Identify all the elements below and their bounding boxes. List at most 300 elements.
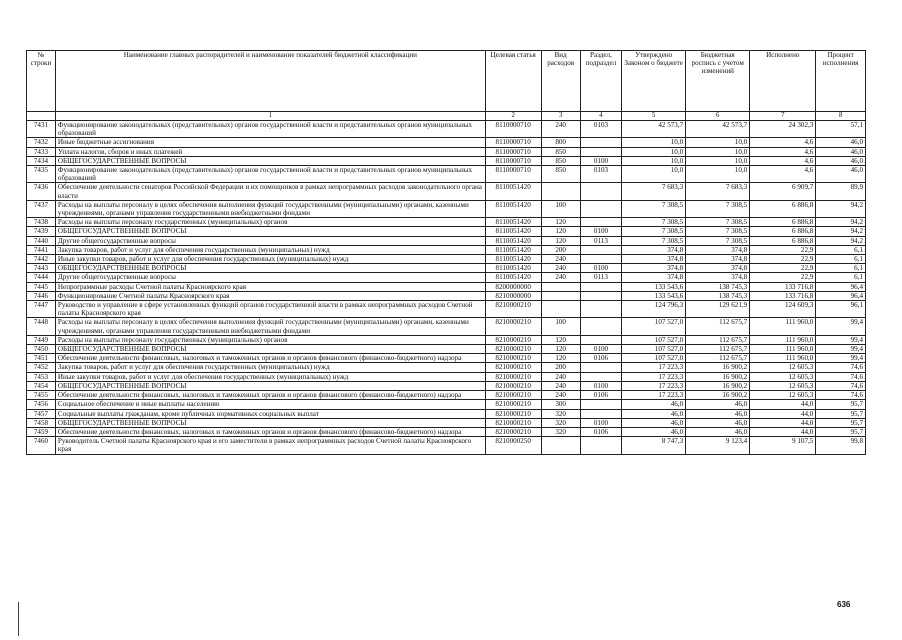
executed-cell: 44,0: [750, 427, 816, 436]
row-name-cell: Закупка товаров, работ и услуг для обеспечения государственных (муниципальных) нужд: [55, 245, 485, 254]
percent-cell: 94,2: [816, 227, 866, 236]
header-target-article: Целевая статья: [485, 51, 541, 112]
executed-cell: 12 605,3: [750, 372, 816, 381]
column-numbers-row: [27, 112, 866, 121]
row-name-cell: Обеспечение деятельности финансовых, налоговых и таможенных органов и органов финансового (финансово-бюджетного) надзора: [55, 354, 485, 363]
row-name-cell: ОБЩЕГОСУДАРСТВЕННЫЕ ВОПРОСЫ: [55, 381, 485, 390]
approved-cell: 17 223,3: [622, 381, 686, 390]
table-row: [27, 282, 866, 291]
executed-cell: 6 886,8: [750, 200, 816, 217]
target-article-cell: 8110051420: [485, 227, 541, 236]
budget-schedule-cell: 16 900,2: [686, 381, 750, 390]
budget-schedule-cell: 46,0: [686, 418, 750, 427]
table-row: [27, 200, 866, 217]
approved-cell: 7 308,5: [622, 227, 686, 236]
section-cell: 0106: [580, 354, 621, 363]
executed-cell: 4,6: [750, 147, 816, 156]
approved-cell: 107 527,0: [622, 318, 686, 335]
row-name-cell: ОБЩЕГОСУДАРСТВЕННЫЕ ВОПРОСЫ: [55, 418, 485, 427]
table-row: [27, 400, 866, 409]
target-article-cell: 8110000710: [485, 156, 541, 165]
percent-cell: 96,1: [816, 301, 866, 318]
table-row: [27, 227, 866, 236]
row-name-cell: Расходы на выплаты персоналу государственных (муниципальных) органов: [55, 218, 485, 227]
header-row-number: № строки: [27, 51, 56, 112]
row-name-cell: Уплата налогов, сборов и иных платежей: [55, 147, 485, 156]
table-row: [27, 345, 866, 354]
row-number-cell: 7451: [27, 354, 56, 363]
budget-table: [26, 50, 866, 455]
table-row: [27, 301, 866, 318]
target-article-cell: 8210000210: [485, 381, 541, 390]
target-article-cell: 8210000210: [485, 427, 541, 436]
target-article-cell: 8110051420: [485, 245, 541, 254]
col-number: [27, 112, 56, 121]
row-name-cell: Непрограммные расходы Счетной палаты Красноярского края: [55, 282, 485, 291]
col-number: 8: [816, 112, 866, 121]
executed-cell: 4,6: [750, 138, 816, 147]
approved-cell: 107 527,0: [622, 354, 686, 363]
budget-schedule-cell: 374,8: [686, 273, 750, 282]
table-row: [27, 409, 866, 418]
table-row: [27, 335, 866, 344]
approved-cell: 374,8: [622, 264, 686, 273]
table-row: [27, 391, 866, 400]
header-budget-schedule: Бюджетная роспись с учетом изменений: [686, 51, 750, 112]
row-number-cell: 7434: [27, 156, 56, 165]
row-name-cell: Руководитель Счетной палаты Красноярского края и его заместители в рамках непрограммных расходов Счетной палаты Красноярского края: [55, 437, 485, 454]
expense-type-cell: [541, 437, 580, 454]
budget-schedule-cell: 138 745,3: [686, 282, 750, 291]
executed-cell: 44,0: [750, 409, 816, 418]
row-number-cell: 7447: [27, 301, 56, 318]
approved-cell: 374,8: [622, 255, 686, 264]
table-row: [27, 245, 866, 254]
section-cell: [580, 372, 621, 381]
approved-cell: 46,0: [622, 427, 686, 436]
budget-schedule-cell: 46,0: [686, 409, 750, 418]
percent-cell: 94,2: [816, 218, 866, 227]
approved-cell: 7 683,3: [622, 183, 686, 200]
section-cell: [580, 363, 621, 372]
section-cell: [580, 147, 621, 156]
percent-cell: 95,7: [816, 427, 866, 436]
section-cell: 0100: [580, 418, 621, 427]
section-cell: 0106: [580, 391, 621, 400]
percent-cell: 46,0: [816, 147, 866, 156]
percent-cell: 74,6: [816, 381, 866, 390]
percent-cell: 46,0: [816, 156, 866, 165]
table-row: [27, 218, 866, 227]
expense-type-cell: 100: [541, 200, 580, 217]
section-cell: 0113: [580, 236, 621, 245]
row-number-cell: 7436: [27, 183, 56, 200]
row-name-cell: Расходы на выплаты персоналу в целях обеспечения выполнения функций государственными (муниципальными) органами, казенными учреждениями, органами управления государственными внебюджетными фондами: [55, 200, 485, 217]
budget-schedule-cell: 129 621,9: [686, 301, 750, 318]
budget-schedule-cell: 7 308,5: [686, 227, 750, 236]
approved-cell: 46,0: [622, 409, 686, 418]
target-article-cell: 8110051420: [485, 236, 541, 245]
section-cell: 0100: [580, 264, 621, 273]
col-number: 3: [541, 112, 580, 121]
approved-cell: 124 796,3: [622, 301, 686, 318]
row-number-cell: 7432: [27, 138, 56, 147]
row-number-cell: 7455: [27, 391, 56, 400]
target-article-cell: 8210000210: [485, 345, 541, 354]
row-name-cell: Иные закупки товаров, работ и услуг для обеспечения государственных (муниципальных) нужд: [55, 255, 485, 264]
section-cell: [580, 245, 621, 254]
target-article-cell: 8210000210: [485, 318, 541, 335]
row-number-cell: 7435: [27, 166, 56, 183]
row-name-cell: Обеспечение деятельности сенаторов Российской Федерации и их помощников в рамках непрограммных расходов законодательного органа власти: [55, 183, 485, 200]
expense-type-cell: 240: [541, 273, 580, 282]
row-number-cell: 7460: [27, 437, 56, 454]
budget-schedule-cell: 112 675,7: [686, 345, 750, 354]
approved-cell: 374,8: [622, 273, 686, 282]
budget-schedule-cell: 374,8: [686, 255, 750, 264]
executed-cell: 4,6: [750, 166, 816, 183]
target-article-cell: 8110051420: [485, 255, 541, 264]
budget-report-sheet: [26, 50, 866, 455]
target-article-cell: 8110000710: [485, 138, 541, 147]
expense-type-cell: 240: [541, 372, 580, 381]
expense-type-cell: 240: [541, 381, 580, 390]
target-article-cell: 8110000710: [485, 166, 541, 183]
row-number-cell: 7440: [27, 236, 56, 245]
row-name-cell: Функционирование Счетной палаты Красноярского края: [55, 291, 485, 300]
row-number-cell: 7456: [27, 400, 56, 409]
percent-cell: 57,1: [816, 121, 866, 138]
percent-cell: 6,1: [816, 273, 866, 282]
header-approved: Утверждено Законом о бюджете: [622, 51, 686, 112]
budget-schedule-cell: 374,8: [686, 245, 750, 254]
expense-type-cell: 320: [541, 418, 580, 427]
budget-schedule-cell: 7 308,5: [686, 218, 750, 227]
approved-cell: 46,0: [622, 418, 686, 427]
target-article-cell: 8110051420: [485, 273, 541, 282]
executed-cell: 4,6: [750, 156, 816, 165]
budget-schedule-cell: 112 675,7: [686, 318, 750, 335]
table-row: [27, 273, 866, 282]
section-cell: [580, 437, 621, 454]
expense-type-cell: [541, 301, 580, 318]
approved-cell: 7 308,5: [622, 236, 686, 245]
target-article-cell: 8110051420: [485, 200, 541, 217]
section-cell: [580, 409, 621, 418]
section-cell: 0106: [580, 427, 621, 436]
expense-type-cell: 120: [541, 236, 580, 245]
header-name: Наименование главных распорядителей и наименование показателей бюджетной классификации: [55, 51, 485, 112]
expense-type-cell: 320: [541, 409, 580, 418]
expense-type-cell: 120: [541, 345, 580, 354]
header-expense-type: Вид расходов: [541, 51, 580, 112]
executed-cell: 133 716,8: [750, 291, 816, 300]
approved-cell: 10,0: [622, 166, 686, 183]
row-name-cell: Социальное обеспечение и иные выплаты населению: [55, 400, 485, 409]
percent-cell: 89,9: [816, 183, 866, 200]
section-cell: [580, 335, 621, 344]
table-row: [27, 363, 866, 372]
percent-cell: 6,1: [816, 255, 866, 264]
budget-schedule-cell: 46,0: [686, 427, 750, 436]
target-article-cell: 8210000210: [485, 363, 541, 372]
executed-cell: 6 886,8: [750, 236, 816, 245]
executed-cell: 111 960,0: [750, 335, 816, 344]
row-name-cell: Обеспечение деятельности финансовых, налоговых и таможенных органов и органов финансового (финансово-бюджетного) надзора: [55, 427, 485, 436]
budget-schedule-cell: 10,0: [686, 138, 750, 147]
expense-type-cell: [541, 183, 580, 200]
row-number-cell: 7444: [27, 273, 56, 282]
expense-type-cell: 200: [541, 245, 580, 254]
executed-cell: 12 605,3: [750, 363, 816, 372]
row-name-cell: Другие общегосударственные вопросы: [55, 236, 485, 245]
target-article-cell: 8110051420: [485, 183, 541, 200]
percent-cell: 6,1: [816, 245, 866, 254]
budget-schedule-cell: 7 683,3: [686, 183, 750, 200]
executed-cell: 6 909,7: [750, 183, 816, 200]
row-name-cell: ОБЩЕГОСУДАРСТВЕННЫЕ ВОПРОСЫ: [55, 156, 485, 165]
col-number: 7: [750, 112, 816, 121]
executed-cell: 22,9: [750, 245, 816, 254]
table-row: [27, 236, 866, 245]
row-number-cell: 7438: [27, 218, 56, 227]
section-cell: [580, 301, 621, 318]
table-header: [27, 51, 866, 121]
executed-cell: 12 605,3: [750, 381, 816, 390]
table-row: [27, 381, 866, 390]
percent-cell: 94,2: [816, 236, 866, 245]
executed-cell: 111 960,0: [750, 345, 816, 354]
row-number-cell: 7433: [27, 147, 56, 156]
expense-type-cell: 120: [541, 335, 580, 344]
approved-cell: 46,0: [622, 400, 686, 409]
percent-cell: 96,4: [816, 291, 866, 300]
expense-type-cell: [541, 291, 580, 300]
approved-cell: 7 308,5: [622, 200, 686, 217]
section-cell: [580, 200, 621, 217]
section-cell: [580, 218, 621, 227]
percent-cell: 46,0: [816, 166, 866, 183]
target-article-cell: 8210000210: [485, 391, 541, 400]
expense-type-cell: 120: [541, 354, 580, 363]
percent-cell: 95,7: [816, 409, 866, 418]
col-number: 2: [485, 112, 541, 121]
percent-cell: 96,4: [816, 282, 866, 291]
target-article-cell: 8110051420: [485, 218, 541, 227]
row-number-cell: 7448: [27, 318, 56, 335]
row-number-cell: 7441: [27, 245, 56, 254]
row-number-cell: 7442: [27, 255, 56, 264]
target-article-cell: 8110000710: [485, 121, 541, 138]
budget-schedule-cell: 112 675,7: [686, 335, 750, 344]
row-number-cell: 7459: [27, 427, 56, 436]
executed-cell: 44,0: [750, 418, 816, 427]
section-cell: [580, 400, 621, 409]
row-name-cell: Социальные выплаты гражданам, кроме публичных нормативных социальных выплат: [55, 409, 485, 418]
percent-cell: 74,6: [816, 391, 866, 400]
approved-cell: 7 308,5: [622, 218, 686, 227]
row-number-cell: 7437: [27, 200, 56, 217]
budget-schedule-cell: 7 308,5: [686, 236, 750, 245]
header-percent: Процент исполнения: [816, 51, 866, 112]
section-cell: 0113: [580, 273, 621, 282]
executed-cell: 22,9: [750, 255, 816, 264]
col-number: 4: [580, 112, 621, 121]
target-article-cell: 8210000210: [485, 400, 541, 409]
row-name-cell: Функционирование законодательных (представительных) органов государственной власти и представительных органов муниципальных образований: [55, 121, 485, 138]
table-row: [27, 418, 866, 427]
row-name-cell: Функционирование законодательных (представительных) органов государственной власти и представительных органов муниципальных образований: [55, 166, 485, 183]
expense-type-cell: 850: [541, 156, 580, 165]
col-number: 1: [55, 112, 485, 121]
row-number-cell: 7452: [27, 363, 56, 372]
row-number-cell: 7446: [27, 291, 56, 300]
expense-type-cell: 800: [541, 138, 580, 147]
section-cell: [580, 138, 621, 147]
row-name-cell: Расходы на выплаты персоналу государственных (муниципальных) органов: [55, 335, 485, 344]
expense-type-cell: 240: [541, 121, 580, 138]
expense-type-cell: 240: [541, 264, 580, 273]
table-row: [27, 166, 866, 183]
section-cell: 0100: [580, 381, 621, 390]
approved-cell: 17 223,3: [622, 391, 686, 400]
col-number: 5: [622, 112, 686, 121]
executed-cell: 9 107,5: [750, 437, 816, 454]
approved-cell: 8 747,3: [622, 437, 686, 454]
table-row: [27, 437, 866, 454]
row-number-cell: 7457: [27, 409, 56, 418]
table-row: [27, 255, 866, 264]
expense-type-cell: 850: [541, 147, 580, 156]
table-row: [27, 427, 866, 436]
row-number-cell: 7458: [27, 418, 56, 427]
budget-schedule-cell: 16 900,2: [686, 372, 750, 381]
row-number-cell: 7431: [27, 121, 56, 138]
section-cell: [580, 291, 621, 300]
table-row: [27, 121, 866, 138]
target-article-cell: 8210000000: [485, 291, 541, 300]
budget-schedule-cell: 10,0: [686, 147, 750, 156]
budget-schedule-cell: 10,0: [686, 156, 750, 165]
table-row: [27, 183, 866, 200]
percent-cell: 99,4: [816, 318, 866, 335]
row-number-cell: 7454: [27, 381, 56, 390]
approved-cell: 17 223,3: [622, 372, 686, 381]
executed-cell: 133 716,8: [750, 282, 816, 291]
expense-type-cell: 240: [541, 255, 580, 264]
table-row: [27, 147, 866, 156]
approved-cell: 374,8: [622, 245, 686, 254]
target-article-cell: 8210000210: [485, 418, 541, 427]
page-number: 636: [837, 600, 851, 609]
approved-cell: 107 527,0: [622, 335, 686, 344]
section-cell: 0103: [580, 121, 621, 138]
approved-cell: 107 527,0: [622, 345, 686, 354]
row-number-cell: 7439: [27, 227, 56, 236]
expense-type-cell: 200: [541, 363, 580, 372]
expense-type-cell: [541, 282, 580, 291]
executed-cell: 111 960,0: [750, 354, 816, 363]
expense-type-cell: 300: [541, 400, 580, 409]
percent-cell: 94,2: [816, 200, 866, 217]
row-number-cell: 7449: [27, 335, 56, 344]
target-article-cell: 8110000710: [485, 147, 541, 156]
row-name-cell: Другие общегосударственные вопросы: [55, 273, 485, 282]
row-number-cell: 7450: [27, 345, 56, 354]
executed-cell: 24 302,3: [750, 121, 816, 138]
budget-schedule-cell: 9 123,4: [686, 437, 750, 454]
table-row: [27, 354, 866, 363]
row-name-cell: Иные бюджетные ассигнования: [55, 138, 485, 147]
row-name-cell: ОБЩЕГОСУДАРСТВЕННЫЕ ВОПРОСЫ: [55, 264, 485, 273]
budget-schedule-cell: 10,0: [686, 166, 750, 183]
table-row: [27, 372, 866, 381]
percent-cell: 95,7: [816, 418, 866, 427]
executed-cell: 22,9: [750, 273, 816, 282]
approved-cell: 10,0: [622, 156, 686, 165]
executed-cell: 44,0: [750, 400, 816, 409]
section-cell: 0100: [580, 345, 621, 354]
approved-cell: 133 543,6: [622, 291, 686, 300]
budget-schedule-cell: 16 900,2: [686, 363, 750, 372]
budget-schedule-cell: 112 675,7: [686, 354, 750, 363]
table-row: [27, 264, 866, 273]
expense-type-cell: 100: [541, 318, 580, 335]
row-number-cell: 7445: [27, 282, 56, 291]
percent-cell: 99,4: [816, 354, 866, 363]
expense-type-cell: 850: [541, 166, 580, 183]
executed-cell: 6 886,8: [750, 227, 816, 236]
percent-cell: 99,4: [816, 345, 866, 354]
section-cell: [580, 255, 621, 264]
executed-cell: 124 609,3: [750, 301, 816, 318]
section-cell: [580, 183, 621, 200]
row-name-cell: Обеспечение деятельности финансовых, налоговых и таможенных органов и органов финансового (финансово-бюджетного) надзора: [55, 391, 485, 400]
target-article-cell: 8210000210: [485, 372, 541, 381]
header-section: Раздел, подраздел: [580, 51, 621, 112]
row-name-cell: ОБЩЕГОСУДАРСТВЕННЫЕ ВОПРОСЫ: [55, 345, 485, 354]
percent-cell: 74,6: [816, 363, 866, 372]
approved-cell: 17 223,3: [622, 363, 686, 372]
target-article-cell: 8200000000: [485, 282, 541, 291]
percent-cell: 74,6: [816, 372, 866, 381]
row-number-cell: 7443: [27, 264, 56, 273]
target-article-cell: 8210000250: [485, 437, 541, 454]
expense-type-cell: 120: [541, 218, 580, 227]
col-number: 6: [686, 112, 750, 121]
scan-edge-mark: [18, 602, 19, 636]
row-name-cell: Иные закупки товаров, работ и услуг для обеспечения государственных (муниципальных) нужд: [55, 372, 485, 381]
target-article-cell: 8210000210: [485, 301, 541, 318]
section-cell: 0103: [580, 166, 621, 183]
budget-schedule-cell: 374,8: [686, 264, 750, 273]
row-name-cell: Закупка товаров, работ и услуг для обеспечения государственных (муниципальных) нужд: [55, 363, 485, 372]
percent-cell: 6,1: [816, 264, 866, 273]
percent-cell: 99,8: [816, 437, 866, 454]
table-row: [27, 318, 866, 335]
executed-cell: 111 960,0: [750, 318, 816, 335]
expense-type-cell: 320: [541, 427, 580, 436]
table-row: [27, 138, 866, 147]
section-cell: 0100: [580, 227, 621, 236]
budget-schedule-cell: 138 745,3: [686, 291, 750, 300]
target-article-cell: 8210000210: [485, 354, 541, 363]
row-name-cell: Расходы на выплаты персоналу в целях обеспечения выполнения функций государственными (муниципальными) органами, казенными учреждениями, органами управления государственными внебюджетными фондами: [55, 318, 485, 335]
percent-cell: 46,0: [816, 138, 866, 147]
executed-cell: 12 605,3: [750, 391, 816, 400]
executed-cell: 22,9: [750, 264, 816, 273]
table-row: [27, 291, 866, 300]
